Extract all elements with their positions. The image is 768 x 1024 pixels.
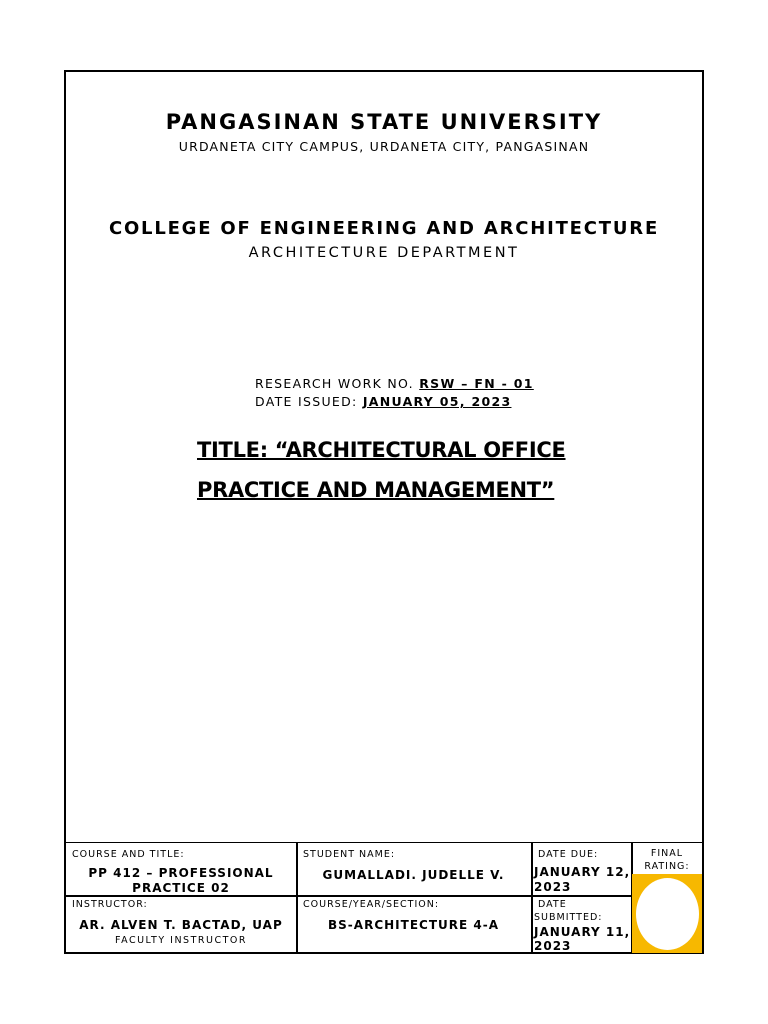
date-issued (255, 394, 511, 409)
section-label: COURSE/YEAR/SECTION: (303, 899, 440, 910)
table-divider (531, 843, 533, 953)
due-value-line-1: JANUARY 12, (534, 865, 631, 879)
student-value: GUMALLADI. JUDELLE V. (322, 868, 505, 882)
university-name: PANGASINAN STATE UNIVERSITY (165, 110, 603, 134)
campus-address: URDANETA CITY CAMPUS, URDANETA CITY, PANGASINAN (178, 139, 590, 154)
instructor-role: FACULTY INSTRUCTOR (115, 935, 247, 946)
rating-label-line-2: RATING: (644, 861, 690, 872)
course-value-line-1: PP 412 – PROFESSIONAL (88, 866, 274, 880)
research-work-number (255, 376, 534, 391)
info-table (66, 842, 702, 953)
title-line-2: PRACTICE AND MANAGEMENT” (197, 478, 555, 502)
department-name: ARCHITECTURE DEPARTMENT (248, 245, 520, 261)
cover-frame (64, 70, 704, 954)
student-label: STUDENT NAME: (303, 849, 396, 860)
date-issued-value: JANUARY 05, 2023 (362, 394, 512, 409)
course-value-line-2: PRACTICE 02 (132, 881, 230, 895)
date-issued-label: DATE ISSUED: (255, 394, 363, 409)
research-work-label: RESEARCH WORK NO. (255, 376, 420, 391)
college-name: COLLEGE OF ENGINEERING AND ARCHITECTURE (108, 218, 660, 239)
submitted-value-line-2: 2023 (534, 939, 572, 953)
submitted-value-line-1: JANUARY 11, (534, 925, 631, 939)
title-line-1: TITLE: “ARCHITECTURAL OFFICE (197, 438, 566, 462)
due-label: DATE DUE: (538, 849, 599, 860)
rating-label-line-1: FINAL (650, 848, 684, 859)
instructor-label: INSTRUCTOR: (72, 899, 148, 910)
section-value: BS-ARCHITECTURE 4-A (328, 918, 499, 932)
submitted-label-line-1: DATE (538, 899, 567, 910)
rating-circle (636, 878, 699, 950)
due-value-line-2: 2023 (534, 880, 572, 894)
submitted-label-line-2: SUBMITTED: (534, 912, 603, 923)
table-row-divider (66, 895, 631, 897)
instructor-value: AR. ALVEN T. BACTAD, UAP (79, 918, 283, 932)
table-divider (296, 843, 298, 953)
research-work-value: RSW – FN - 01 (419, 376, 534, 391)
course-label: COURSE AND TITLE: (72, 849, 185, 860)
